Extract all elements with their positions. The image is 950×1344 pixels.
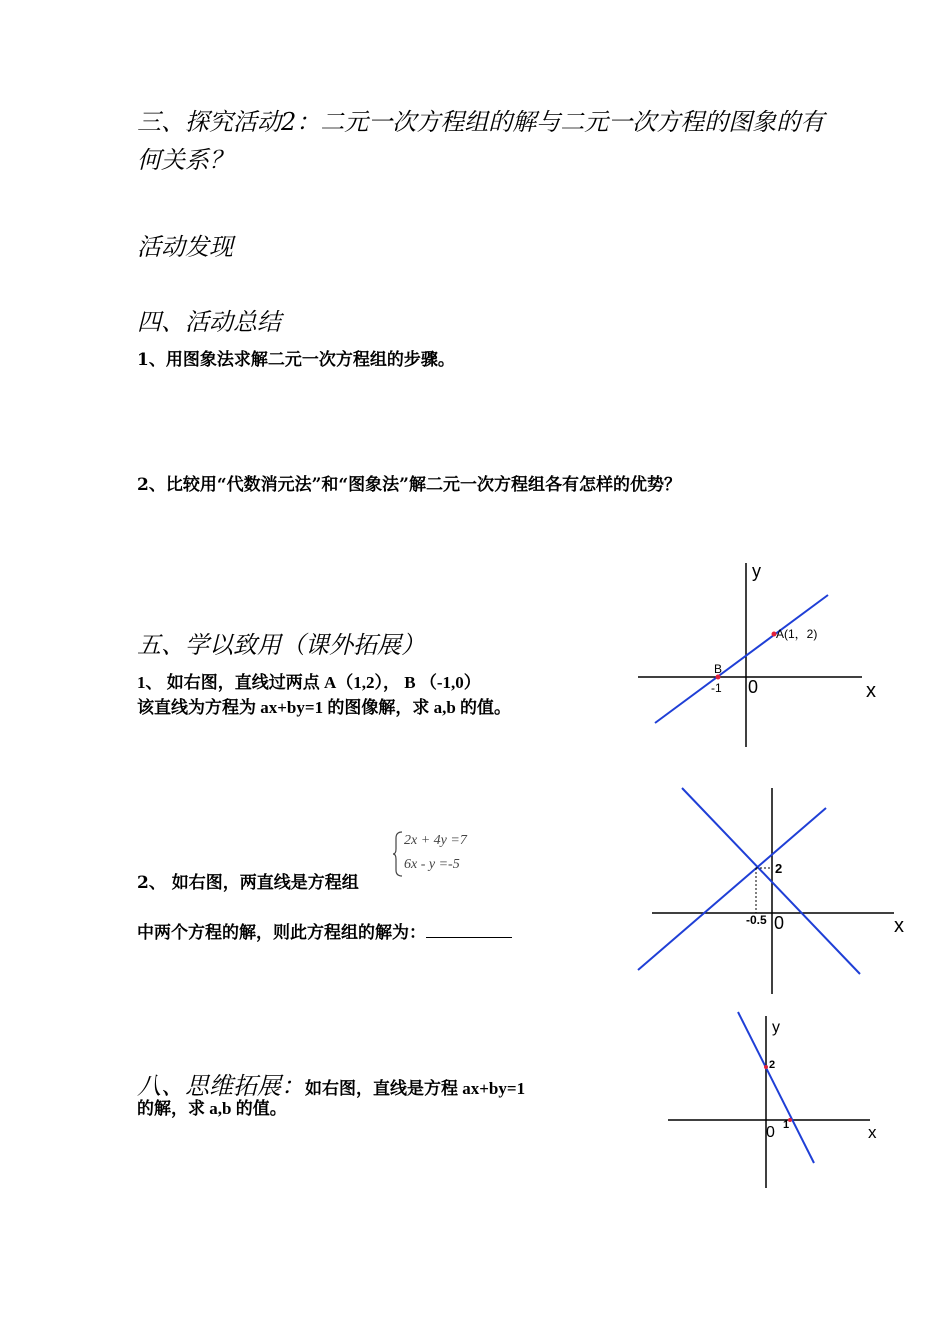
section4-question-1: 1、用图象法求解二元一次方程组的步骤。 — [137, 350, 455, 370]
graph2-x-label: x — [894, 915, 904, 937]
equation-2: 6x - y =-5 — [404, 857, 460, 872]
graph1-line — [655, 595, 828, 723]
graph1-tick-neg1: -1 — [711, 681, 722, 695]
graph1-x-label: x — [866, 680, 876, 702]
graph2-origin-label: 0 — [774, 913, 785, 933]
section3-title-line1: 三、探究活动2：二元一次方程组的解与二元一次方程的图象的有 — [137, 108, 825, 136]
equation-brace — [392, 830, 404, 878]
graph3-tick-1: 1 — [783, 1119, 790, 1131]
answer-blank[interactable] — [426, 923, 512, 938]
graph2-tick-2: 2 — [775, 861, 783, 876]
section4-question-2: 2、比较用“代数消元法”和“图象法”解二元一次方程组各有怎样的优势？ — [137, 475, 681, 495]
problem2-line1: 2、 如右图，两直线是方程组 — [137, 873, 359, 893]
graph-3 — [662, 1010, 892, 1195]
graph2-line-decreasing — [682, 788, 860, 974]
problem2-line2-text: 中两个方程的解，则此方程组的解为： — [137, 923, 426, 943]
graph1-point-b-label: B — [714, 662, 723, 676]
graph1-origin-label: 0 — [748, 677, 759, 697]
graph3-origin-label: 0 — [766, 1124, 775, 1141]
section5-title: 五、学以致用（课外拓展） — [137, 631, 425, 659]
equation-1: 2x + 4y =7 — [404, 833, 467, 848]
section8-title: 八、思维拓展： — [137, 1072, 305, 1100]
problem1-line1: 1、 如右图，直线过两点 A（1,2）， B （-1,0） — [137, 673, 481, 692]
problem1-line2: 该直线为方程为 ax+by=1 的图像解，求 a,b 的值。 — [137, 698, 512, 717]
graph3-tick-2: 2 — [769, 1059, 776, 1071]
section8-text-line2: 的解，求 a,b 的值。 — [137, 1099, 287, 1118]
graph2-line-increasing — [638, 808, 826, 970]
graph3-y-intercept — [764, 1065, 768, 1069]
graph3-y-label: y — [772, 1019, 780, 1036]
graph-2 — [632, 780, 922, 1000]
problem2-line2 — [137, 918, 512, 943]
graph1-y-label: y — [752, 561, 761, 581]
graph3-x-label: x — [868, 1123, 877, 1142]
graph-1 — [630, 555, 890, 755]
graph1-point-a-label: A(1，2) — [776, 627, 818, 641]
graph2-tick-neg05: -0.5 — [746, 913, 767, 927]
discovery-heading: 活动发现 — [137, 233, 233, 261]
section3-title-line2: 何关系？ — [137, 146, 233, 174]
section4-title: 四、活动总结 — [137, 308, 281, 336]
section8-text-line1: 如右图，直线是方程 ax+by=1 — [305, 1079, 526, 1098]
